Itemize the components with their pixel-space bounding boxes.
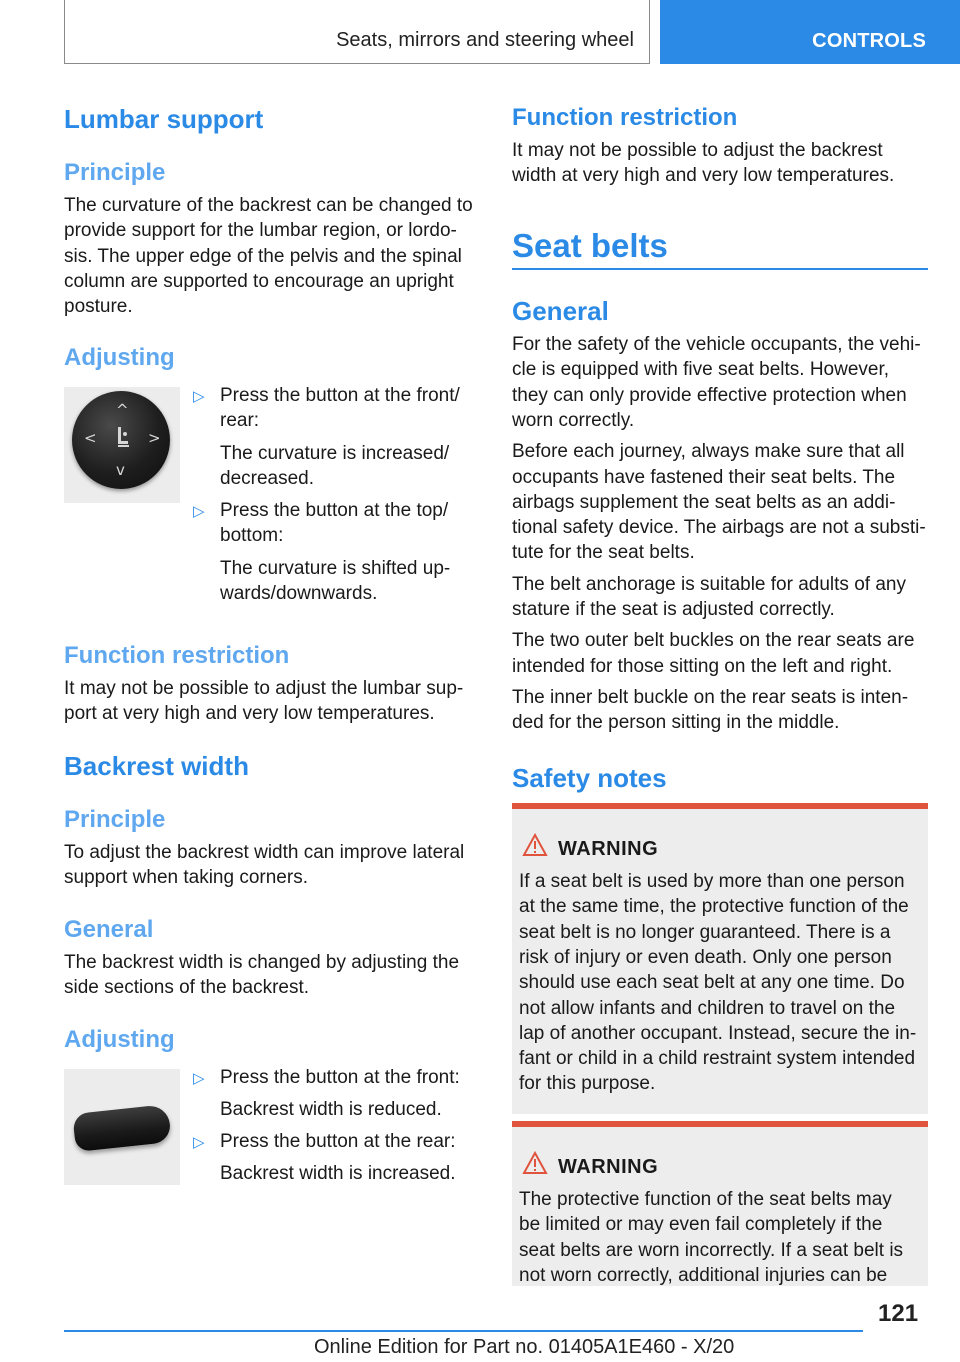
list-item-text: Press the button at the rear: [220,1131,456,1152]
lumbar-knob [72,391,170,489]
list-item-result: decreased. [220,467,315,489]
text-line: risk of injury or even death. Only one person [519,946,892,968]
warning-2-title: WARNING [558,1156,659,1178]
text-line: stature if the seat is adjusted correctly. [512,599,835,620]
text-line: The belt anchorage is suitable for adults of any [512,573,906,595]
warning-box-1 [512,803,928,1114]
list-item-result: wards/downwards. [220,582,378,604]
seat-icon [112,425,132,451]
footer-rule [64,1330,863,1332]
text-line: not allow infants and children to travel on the [519,997,896,1019]
seat-belts-heading: Seat belts [512,227,668,264]
text-line: The protective function of the seat belts may [519,1189,892,1210]
text-line: Before each journey, always make sure that all [512,441,905,463]
text-line: The curvature of the backrest can be changed to [64,195,473,216]
text-line: airbags supplement the seat belts as an addi‐ [512,491,896,513]
text-line: sis. The upper edge of the pelvis and the spinal [64,245,462,267]
adjusting-heading: Adjusting [64,344,175,371]
chevron-up-icon: ^ [116,401,129,419]
header-chapter-title: CONTROLS [812,30,926,52]
bullet-arrow-icon: ▷ [193,1133,205,1151]
page-number: 121 [878,1300,919,1327]
list-item-text: rear: [220,410,260,432]
list-item-result: The curvature is increased/ [220,442,450,464]
text-line: intended for those sitting on the left and right. [512,655,893,677]
text-line: lap of another occupant. Instead, secure the in‐ [519,1022,917,1044]
text-line: It may not be possible to adjust the backrest [512,140,883,161]
bullet-arrow-icon: ▷ [193,387,205,405]
text-line: support when taking corners. [64,867,308,889]
text-line: width at very high and very low temperatures. [512,165,895,187]
bullet-arrow-icon: ▷ [193,1069,205,1087]
list-item-text: Press the button at the front: [220,1067,460,1088]
lumbar-support-heading: Lumbar support [64,104,264,134]
list-item-text: bottom: [220,525,284,547]
list-item-result: Backrest width is reduced. [220,1099,442,1120]
lumbar-switch-photo [64,387,180,503]
list-item-text: Press the button at the front/ [220,385,460,406]
text-line: seat belt is no longer guaranteed. There is a [519,921,891,943]
warning-box-2 [512,1121,928,1286]
bullet-arrow-icon: ▷ [193,502,205,520]
text-line: at the same time, the protective function of the [519,896,909,918]
text-line: occupants have fastened their seat belts. The [512,466,896,488]
bw-principle-heading: Principle [64,806,166,833]
text-line: The two outer belt buckles on the rear seats are [512,630,915,652]
bw-general-heading: General [64,916,154,943]
text-line: posture. [64,296,133,318]
text-line: For the safety of the vehicle occupants, the vehi‐ [512,334,921,355]
text-line: not worn correctly, additional injuries can be [519,1264,888,1286]
footer-edition: Online Edition for Part no. 01405A1E460 - X/20 [314,1336,735,1358]
text-line: The inner belt buckle on the rear seats is inten‐ [512,686,909,708]
text-line: It may not be possible to adjust the lumbar sup‐ [64,678,464,699]
backrest-width-button [72,1104,171,1152]
principle-heading: Principle [64,159,166,186]
warning-1-title: WARNING [558,838,659,860]
text-line: ded for the person sitting in the middle. [512,712,840,734]
text-line: provide support for the lumbar region, or lordo‐ [64,220,457,242]
chevron-left-icon: < [84,429,97,447]
list-item-result: The curvature is shifted up‐ [220,557,451,579]
list-item-text: Press the button at the top/ [220,500,449,521]
text-line: they can only provide effective protection when [512,384,907,406]
function-restriction-heading-left: Function restriction [64,642,290,669]
header-section-title: Seats, mirrors and steering wheel [336,29,634,51]
warning-triangle-icon [522,1151,548,1175]
chevron-down-icon: v [116,461,125,479]
bw-adjusting-heading: Adjusting [64,1026,175,1053]
text-line: seat belts are worn incorrectly. If a seat belt is [519,1239,904,1261]
text-line: tional safety device. The airbags are not a substi‐ [512,517,926,539]
text-line: tute for the seat belts. [512,542,695,564]
text-line: To adjust the backrest width can improve lateral [64,842,465,863]
seat-belts-rule [512,268,928,270]
text-line: The backrest width is changed by adjusting the [64,952,460,973]
text-line: port at very high and very low temperatures. [64,703,435,725]
list-item-result: Backrest width is increased. [220,1163,456,1184]
text-line: side sections of the backrest. [64,977,310,999]
text-line: cle is equipped with five seat belts. However, [512,359,890,381]
text-line: for this purpose. [519,1073,656,1095]
function-restriction-heading-right: Function restriction [512,104,738,131]
warning-triangle-icon [522,833,548,857]
text-line: worn correctly. [512,409,635,431]
text-line: should use each seat belt at any one time. Do [519,972,905,994]
backrest-width-heading: Backrest width [64,751,249,781]
backrest-width-switch-photo [64,1069,180,1185]
text-line: column are supported to encourage an upright [64,270,454,292]
text-line: be limited or may even fail completely if the [519,1214,883,1236]
safety-notes-heading: Safety notes [512,763,667,793]
chevron-right-icon: > [148,429,161,447]
text-line: fant or child in a child restraint system intended [519,1048,916,1070]
seat-belts-general-heading: General [512,296,609,326]
text-line: If a seat belt is used by more than one person [519,871,905,892]
